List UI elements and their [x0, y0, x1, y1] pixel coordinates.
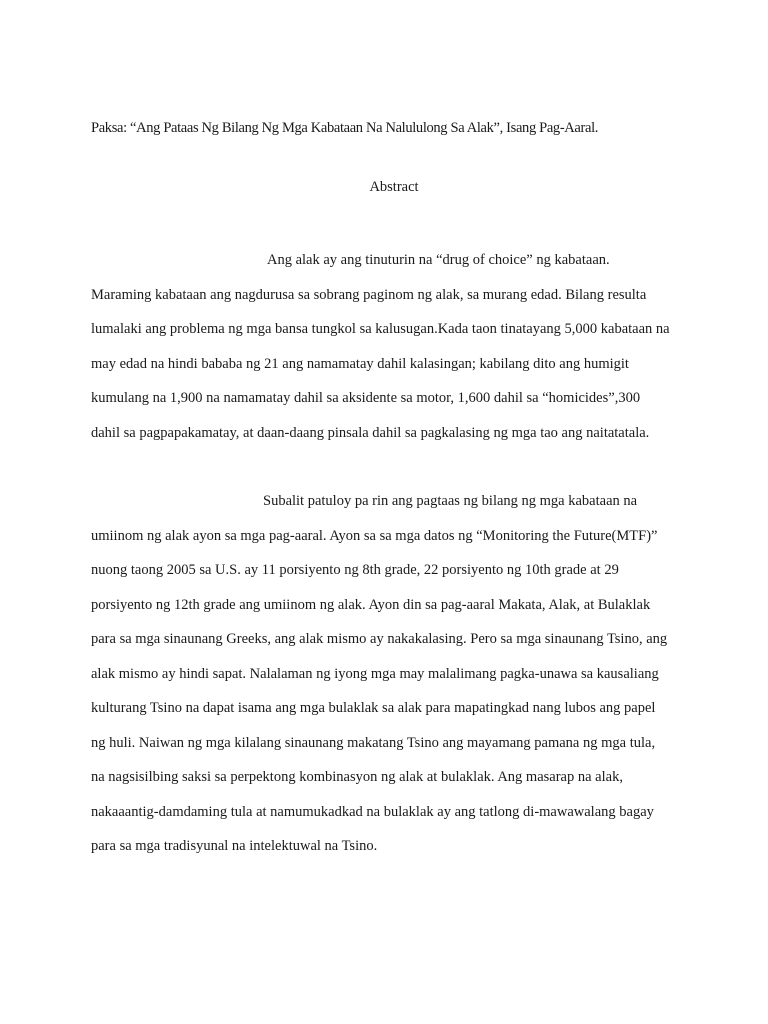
abstract-heading: Abstract [369, 179, 419, 195]
paragraph-text: Ang alak ay ang tinuturin na “drug of choice” ng kabataan. Maraming kabataan ang nagdurusa sa sobrang paginom ng alak, sa murang edad. Bilang resulta lumalaki ang problema ng mga bansa tungkol sa kalusugan.Kada taon tinatayang 5,000 kabataan na may edad na hindi bababa ng 21 ang namamatay dahil kalasingan; kabilang dito ang humigit kumulang na 1,900 na namamatay dahil sa aksidente sa motor, 1,600 dahil sa “homicides”,300 dahil sa pagpapakamatay, at daan-daang pinsala dahil sa pagkalasing ng mga tao ang naitatatala. [91, 252, 670, 441]
paragraph-text: Subalit patuloy pa rin ang pagtaas ng bilang ng mga kabataan na umiinom ng alak ayon sa mga pag-aaral. Ayon sa sa mga datos ng “Monitoring the Future(MTF)” nuong taong 2005 sa U.S. ay 11 porsiyento ng 8th grade, 22 porsiyento ng 10th grade at 29 porsiyento ng 12th grade ang umiinom ng alak. Ayon din sa pag-aaral Makata, Alak, at Bulaklak para sa mga sinaunang Greeks, ang alak mismo ay nakakalasing. Pero sa mga sinaunang Tsino, ang alak mismo ay hindi sapat. Nalalaman ng iyong mga may malalimang pagka-unawa sa kausaliang kulturang Tsino na dapat isama ang mga bulaklak sa alak para mapatingkad nang lubos ang papel ng huli. Naiwan ng mga kilalang sinaunang makatang Tsino ang mayamang pamana ng mga tula, na nagsisilbing saksi sa perpektong kombinasyon ng alak at bulaklak. Ang masarap na alak, nakaaantig-damdaming tula at namumukadkad na bulaklak ay ang tatlong di-mawawalang bagay para sa mga tradisyunal na intelektuwal na Tsino. [91, 493, 668, 854]
document-topic: Paksa: “Ang Pataas Ng Bilang Ng Mga Kabataan Na Nalululong Sa Alak”, Isang Pag-Aaral. [91, 120, 599, 136]
abstract-paragraph [91, 484, 671, 864]
abstract-paragraph [91, 243, 671, 450]
